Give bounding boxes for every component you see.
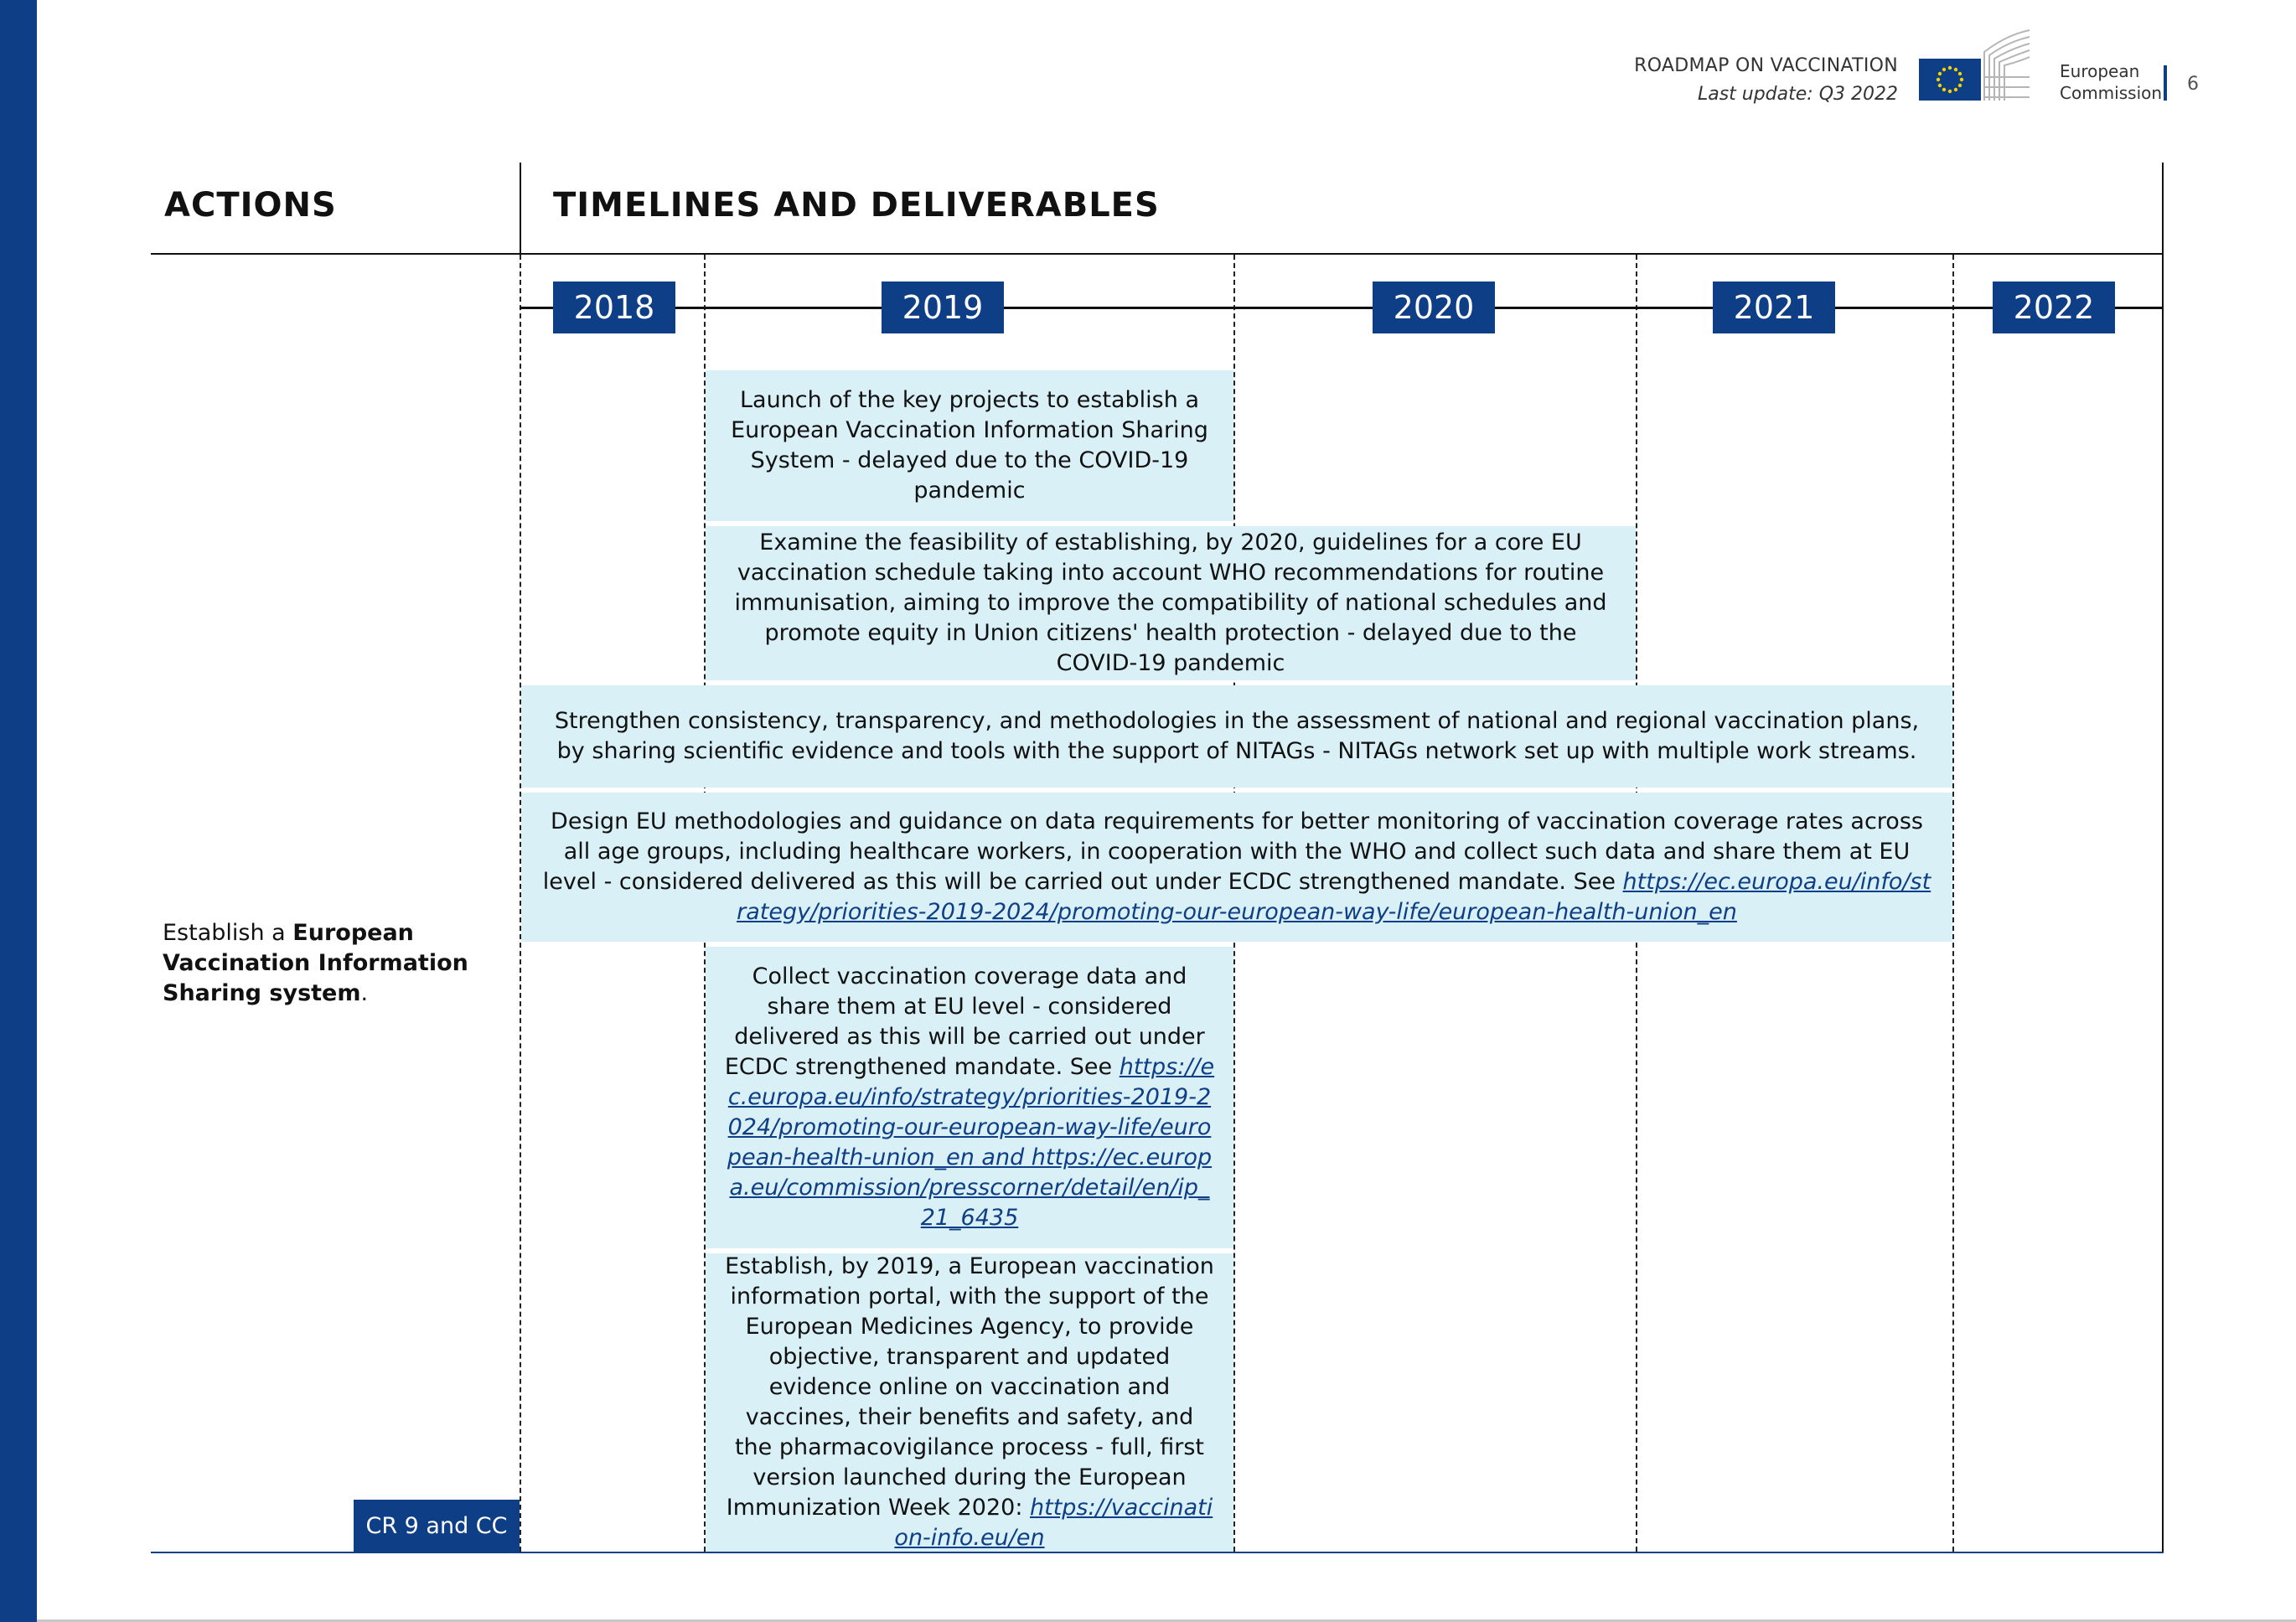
timeline-axis bbox=[520, 307, 2164, 309]
year-2022: 2022 bbox=[1993, 282, 2115, 333]
document-title: ROADMAP ON VACCINATION bbox=[1634, 55, 1898, 76]
commission-building-icon bbox=[1981, 27, 2033, 102]
year-2020: 2020 bbox=[1373, 282, 1495, 333]
last-update: Last update: Q3 2022 bbox=[1697, 84, 1898, 105]
year-2021: 2021 bbox=[1713, 282, 1835, 333]
actions-heading: ACTIONS bbox=[164, 186, 337, 225]
header-divider bbox=[2164, 65, 2167, 101]
page-number: 6 bbox=[2187, 74, 2199, 95]
reference-badge: CR 9 and CC bbox=[354, 1500, 520, 1552]
deliverable-collect-coverage-data: Collect vaccination coverage data and share them at EU level - considered delivered as this will be carried out under ECDC strengthened mandate. See https://ec.europa.eu/info/strategy/priorities-2019-2024/promoting-our-european-way-life/european-health-union_en and https://ec.europa.eu/commission/presscorner/detail/en/ip_21_6435 bbox=[706, 947, 1233, 1248]
column-separator bbox=[520, 163, 521, 255]
ecdc-mandate-links[interactable]: https://ec.europa.eu/info/strategy/priorities-2019-2024/promoting-our-european-way-life/european-health-union_en and https://ec.europa.eu/commission/presscorner/detail/en/ip_21_6435 bbox=[727, 1054, 1215, 1231]
health-union-link[interactable]: https://ec.europa.eu/info/strategy/priorities-2019-2024/promoting-our-european-way-life/european-health-union_en bbox=[737, 869, 1931, 925]
deliverable-nitags-methodologies: Strengthen consistency, transparency, and methodologies in the assessment of national and regional vaccination plans, by sharing scientific evidence and tools with the support of NITAGs - NITAGs network set up with multiple work streams. bbox=[521, 685, 1952, 788]
vaccination-info-link[interactable]: https://vaccination-info.eu/en bbox=[894, 1495, 1213, 1551]
year-boundary bbox=[1952, 255, 1954, 1552]
table-right-border bbox=[2162, 163, 2164, 1553]
deliverable-core-schedule-feasibility: Examine the feasibility of establishing, by 2020, guidelines for a core EU vaccination schedule taking into account WHO recommendations for routine immunisation, aiming to improve the compatibility of national schedules and promote equity in Union citizens' health protection - delayed due to the COVID-19 pandemic bbox=[706, 526, 1636, 680]
year-2018: 2018 bbox=[553, 282, 675, 333]
timelines-heading: TIMELINES AND DELIVERABLES bbox=[553, 186, 1160, 225]
deliverable-information-portal: Establish, by 2019, a European vaccination information portal, with the support of the European Medicines Agency, to provide objective, transparent and updated evidence online on vaccination and vaccines, their benefits and safety, and the pharmacovigilance process - full, first version launched during the European Immunization Week 2020: https://vaccination-info.eu/en bbox=[706, 1253, 1233, 1552]
action-description: Establish a European Vaccination Information Sharing system. bbox=[163, 920, 468, 1006]
deliverable-coverage-methodologies: Design EU methodologies and guidance on data requirements for better monitoring of vaccination coverage rates across all age groups, including healthcare workers, in cooperation with the WHO and collect such data and share them at EU level - considered delivered as this will be carried out under ECDC strengthened mandate. See https://ec.europa.eu/info/strategy/priorities-2019-2024/promoting-our-european-way-life/european-health-union_en bbox=[521, 793, 1952, 942]
eu-flag-icon bbox=[1919, 59, 1981, 101]
year-2019: 2019 bbox=[882, 282, 1004, 333]
commission-wordmark: European Commission bbox=[2060, 61, 2163, 103]
left-accent-bar bbox=[0, 0, 37, 1622]
deliverable-sharing-system-launch: Launch of the key projects to establish a European Vaccination Information Sharing System - delayed due to the COVID-19 pandemic bbox=[706, 370, 1233, 521]
header-rule bbox=[151, 253, 2164, 255]
